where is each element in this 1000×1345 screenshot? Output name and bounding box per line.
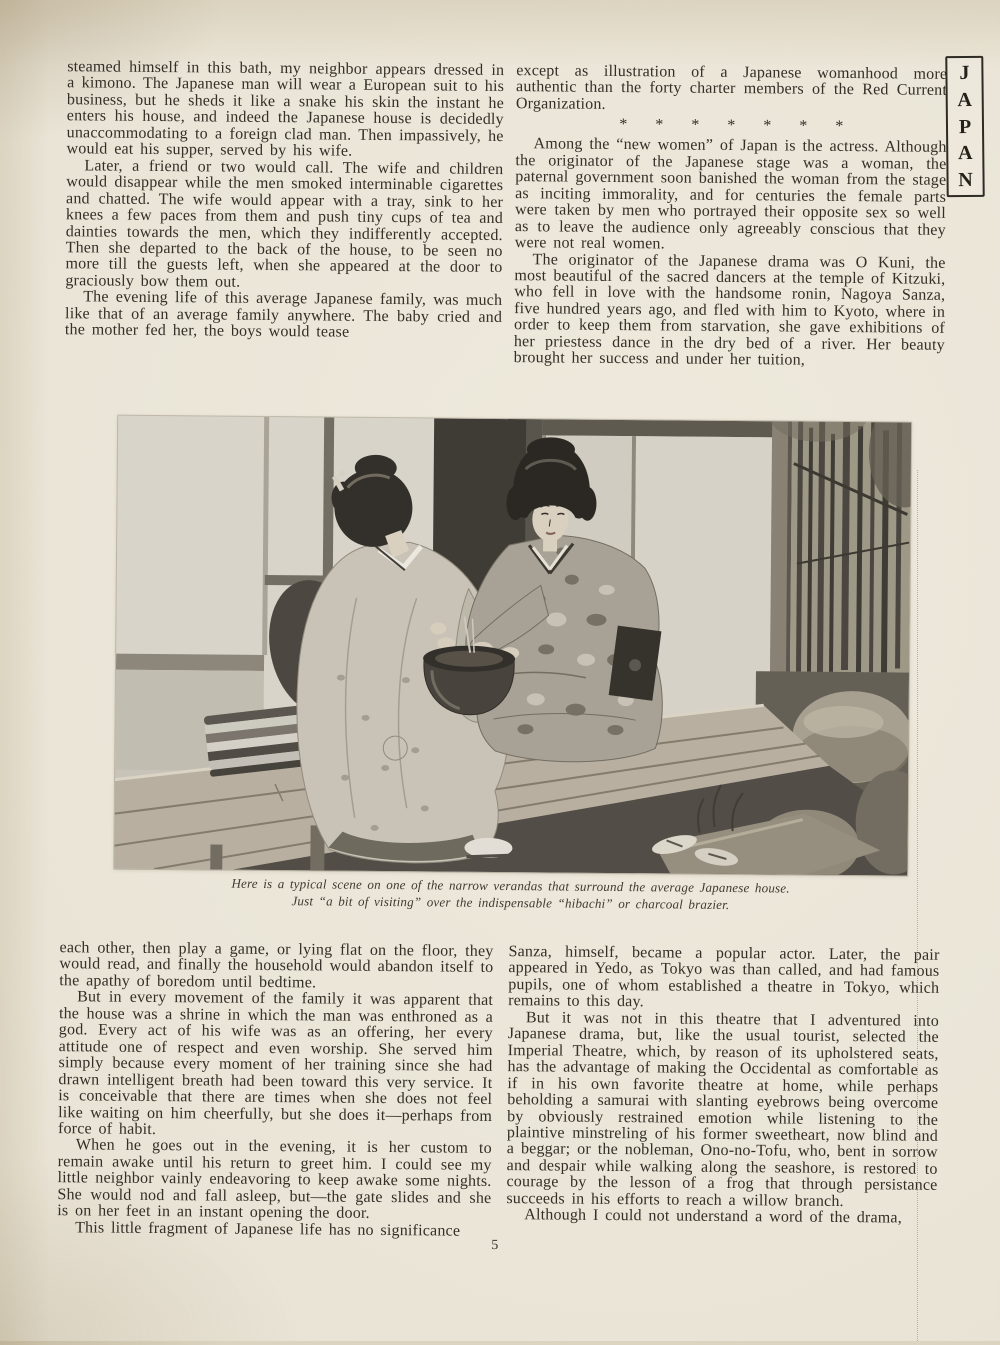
paragraph: Although I could not understand a word of the drama, [524,1206,903,1227]
japan-tab-letter: N [958,168,973,192]
paragraph: Among the “new women” of Japan is the actress. Although the originator of the Japanese stage was a woman, the paternal government soon banished the woman from the stage as inciting immorality, and for centuries the female parts were taken by men who portrayed their opposite sex so well as to leave the audience only agreeably conscious that they were not real women. [514,135,947,253]
paragraph: The evening life of this average Japanese family, was much like that of an average family anywhere. The baby cried and the mother fed her, the boys would tease [64,288,503,341]
photo-illustration [114,416,911,876]
column-bottom-left [57,940,494,1240]
paragraph: Later, a friend or two would call. The wife and children would disappear while the men smoked interminable cigarettes and chatted. The wife would appear with a tray, sink to her knees a few paces from them and push tiny cups of tea and dainties towards the men, which they indifferently accepted. Then she departed to the back of the house, to be seen no more till the guests left, when she appeared at the door to graciously bow them out. [65,157,504,291]
photo-caption-line2: Just “a bit of visiting” over the indispensable “hibachi” or charcoal brazier. [291,892,730,912]
photo [114,416,911,876]
paragraph: When he goes out in the evening, it is her custom to remain awake until his return to greet him. I could see my little neighbor vainly endeavoring to keep awake some nights. She would nod and fall asleep, but—the gate slides and she is on her feet in an instant opening the door. [57,1136,492,1223]
japan-tab-letter: A [957,142,973,165]
column-top-left [65,59,504,343]
section-divider: * * * * * * * [619,116,844,136]
japan-tab-letter: A [957,88,973,111]
paragraph: steamed himself in this bath, my neighbor appears dressed in a kimono. The Japanese man will wear a European suit to his business, but he sheds it like a snake his skin the instant he enters his house, and indeed the Japanese house is decidedly unaccommodating to a foreign clad man. Then impassively, he would eat his supper, served by his wife. [66,58,505,160]
photo-caption-line1: Here is a typical scene on one of the narrow verandas that surround the average Japanese house. [231,875,790,896]
page-crease [917,470,918,1341]
paragraph: except as illustration of a Japanese womanhood more authentic than the forty charter members of the Red Current Organization. [515,62,948,113]
japan-side-tab [945,56,984,197]
paragraph: But in every movement of the family it was apparent that the house was a shrine in which the man was enthroned as a god. Every act of his wife was as an offering, her every attitude one of respect and even worship. She served him simply because every moment of her training since she had drawn intelligent breath had been toward this very service. It is conceivable that there are times when she does not feel like waiting on him cheerfully, but she does it—perhaps from force of habit. [57,988,494,1139]
japan-tab-letter: J [959,61,970,85]
paragraph: This little fragment of Japanese life has no significance [75,1219,461,1240]
japan-tab-letter: P [958,115,972,138]
paragraph: But it was not in this theatre that I adventured into Japanese drama, but, like the usual tourist, selected the Imperial Theatre, which, by reason of its upholstered seats, has the advantage of making the Occidental as comfortable as if in his own favorite theatre at home, while perhaps beholding a samurai with slanting eyebrows being overcome by obviously restrained emotion while listening to the plaintive minstreling of his former sweetheart, now blind and a beggar; or the nobleman, Ono-no-Tofu, who, bent in sorrow and despair while walking along the seashore, is restored to courage by the lesson of a frog that through persistance succeeds in his efforts to reach a willow branch. [506,1009,940,1210]
paragraph: The originator of the Japanese drama was O Kuni, the most beautiful of the sacred dancers at the temple of Kitzuki, who fell in love with the handsome ronin, Nagoya Sanza, five hundred years ago, and fled with him to Kyoto, where in order to keep them from starvation, she gave exhibitions of her priestess dance in the dry bed of a river. Her beauty brought her success and under her tuition, [513,250,946,369]
column-top-right [514,63,948,370]
photo-caption [118,875,903,915]
page-number: 5 [491,1237,499,1254]
paragraph: Sanza, himself, became a popular actor. Later, the pair appeared in Yedo, as Tokyo was than called, and had famous pupils, one of whom established a theatre in Tokyo, which remains to this day. [508,943,940,1011]
paragraph: each other, then play a game, or lying flat on the floor, they would read, and finally the household would abandon itself to the apathy of boredom until bedtime. [59,939,494,992]
column-bottom-right [506,944,939,1227]
